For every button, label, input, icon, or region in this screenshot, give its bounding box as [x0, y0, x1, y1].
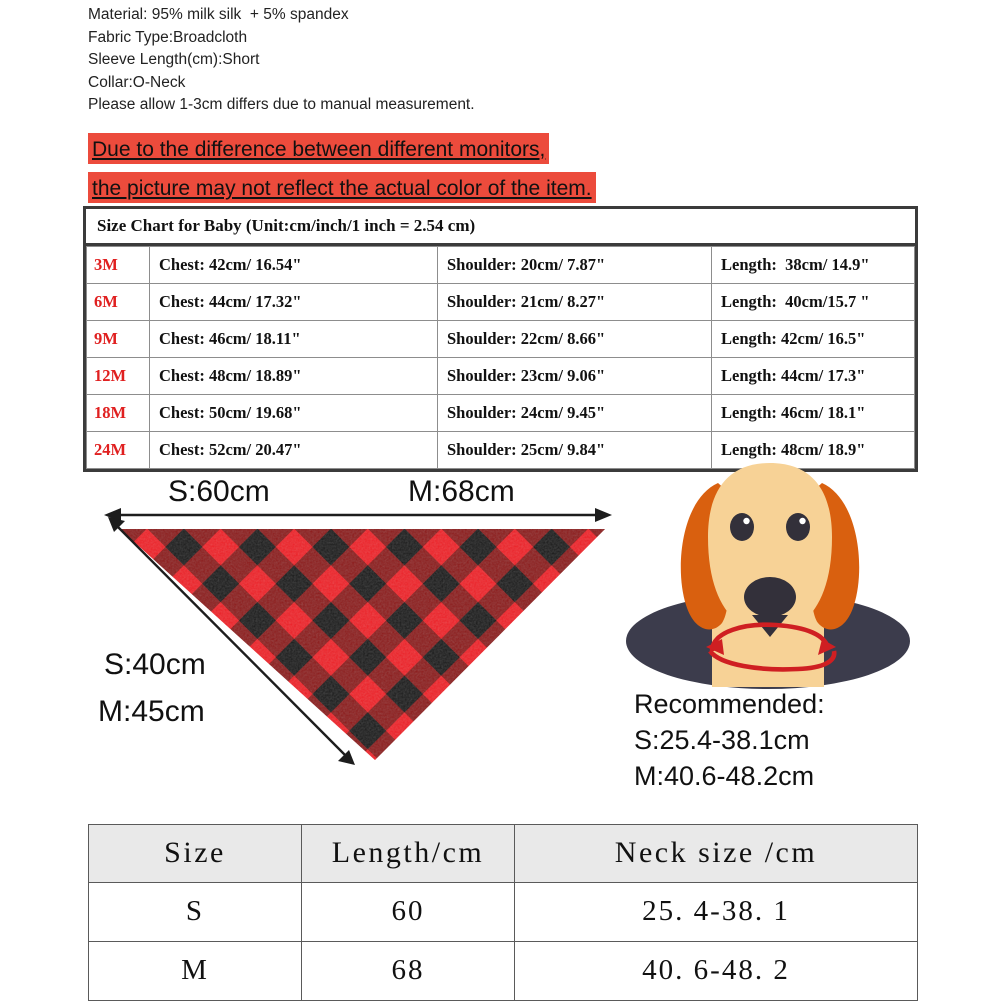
baby-size-label: 3M [87, 247, 150, 284]
table-row [87, 284, 915, 321]
baby-length-value: Length: 44cm/ 17.3" [712, 358, 915, 395]
dog-left-eye-glint [743, 518, 749, 524]
cell-length: 68 [302, 942, 515, 1001]
recommended-medium: M:40.6-48.2cm [634, 761, 815, 791]
dog-graphic [600, 455, 940, 695]
baby-length-value: Length: 42cm/ 16.5" [712, 321, 915, 358]
baby-shoulder-value: Shoulder: 25cm/ 9.84" [438, 432, 712, 469]
baby-length-value: Length: 48cm/ 18.9" [712, 432, 915, 469]
baby-size-chart [83, 206, 918, 472]
baby-shoulder-value: Shoulder: 20cm/ 7.87" [438, 247, 712, 284]
col-header-length: Length/cm [302, 825, 515, 883]
cell-size: M [89, 942, 302, 1001]
baby-chest-value: Chest: 48cm/ 18.89" [150, 358, 438, 395]
table-row [87, 358, 915, 395]
bandana-side-dim-medium: M:45cm [98, 695, 205, 728]
spec-measurement-note: Please allow 1-3cm differs due to manual measurement. [88, 96, 475, 113]
col-header-neck-size: Neck size /cm [515, 825, 918, 883]
col-header-size: Size [89, 825, 302, 883]
baby-chest-value: Chest: 44cm/ 17.32" [150, 284, 438, 321]
bandana-illustration [0, 455, 620, 815]
baby-size-label: 9M [87, 321, 150, 358]
spec-sleeve-length: Sleeve Length(cm):Short [88, 51, 260, 68]
bandana-side-dim-small: S:40cm [104, 648, 206, 681]
recommended-heading: Recommended: [634, 689, 825, 719]
baby-shoulder-value: Shoulder: 24cm/ 9.45" [438, 395, 712, 432]
bandana-width-arrow [104, 508, 612, 522]
table-header-row [89, 825, 918, 883]
warning-line-2: the picture may not reflect the actual color of the item. [88, 172, 596, 203]
baby-chest-value: Chest: 46cm/ 18.11" [150, 321, 438, 358]
table-row [89, 883, 918, 942]
recommended-small: S:25.4-38.1cm [634, 725, 810, 755]
bandana-top-dim-medium: M:68cm [408, 475, 515, 508]
recommended-neck-sizes [634, 686, 954, 794]
baby-size-chart-table [86, 246, 915, 469]
baby-chest-value: Chest: 42cm/ 16.54" [150, 247, 438, 284]
dog-left-eye [730, 513, 754, 541]
product-spec-list [88, 4, 888, 117]
baby-length-value: Length: 46cm/ 18.1" [712, 395, 915, 432]
cell-size: S [89, 883, 302, 942]
dog-illustration [600, 455, 940, 695]
cell-neck-size: 25. 4-38. 1 [515, 883, 918, 942]
cell-neck-size: 40. 6-48. 2 [515, 942, 918, 1001]
table-row [89, 942, 918, 1001]
baby-size-label: 18M [87, 395, 150, 432]
warning-line-1: Due to the difference between different monitors, [88, 133, 549, 164]
baby-chest-value: Chest: 50cm/ 19.68" [150, 395, 438, 432]
bandana-graphic [0, 455, 620, 815]
baby-length-value: Length: 38cm/ 14.9" [712, 247, 915, 284]
dog-nose [744, 577, 796, 617]
cell-length: 60 [302, 883, 515, 942]
baby-size-label: 6M [87, 284, 150, 321]
baby-length-value: Length: 40cm/15.7 " [712, 284, 915, 321]
table-row [87, 395, 915, 432]
spec-fabric-type: Fabric Type:Broadcloth [88, 28, 248, 46]
bandana-top-dim-small: S:60cm [168, 475, 270, 508]
monitor-color-warning [88, 133, 596, 203]
baby-shoulder-value: Shoulder: 23cm/ 9.06" [438, 358, 712, 395]
dog-right-eye-glint [799, 518, 805, 524]
baby-chest-value: Chest: 52cm/ 20.47" [150, 432, 438, 469]
spec-collar: Collar:O-Neck [88, 73, 186, 91]
dog-right-eye [786, 513, 810, 541]
baby-shoulder-value: Shoulder: 21cm/ 8.27" [438, 284, 712, 321]
baby-size-label: 12M [87, 358, 150, 395]
baby-size-label: 24M [87, 432, 150, 469]
baby-size-chart-title: Size Chart for Baby (Unit:cm/inch/1 inch = 2.54 cm) [86, 209, 915, 246]
baby-shoulder-value: Shoulder: 22cm/ 8.66" [438, 321, 712, 358]
table-row [87, 247, 915, 284]
spec-material: Material: 95% milk silk + 5% spandex [88, 6, 349, 23]
table-row [87, 321, 915, 358]
bandana-size-table [88, 824, 918, 1001]
